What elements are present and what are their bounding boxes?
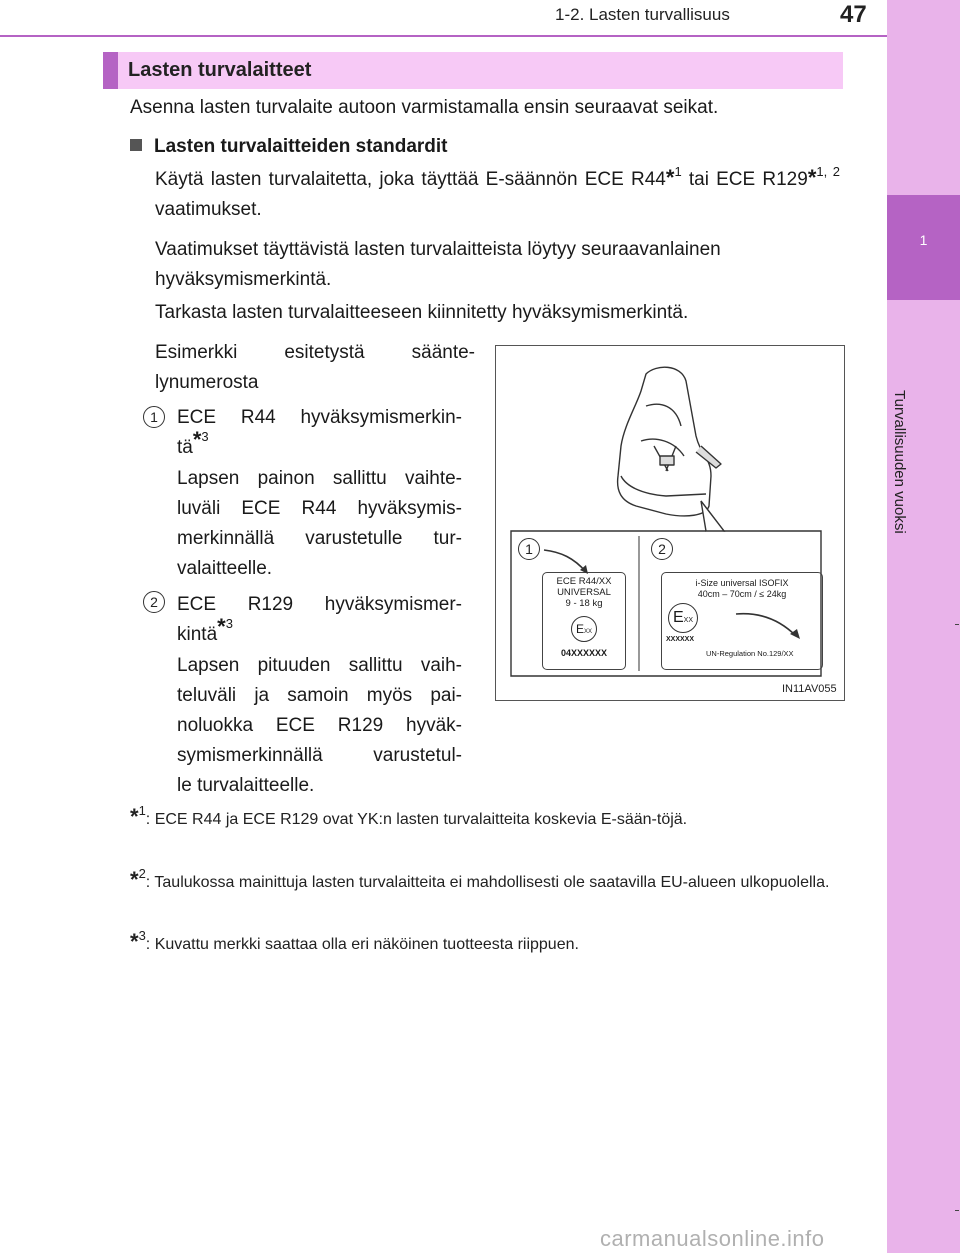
label2-line1: i-Size universal ISOFIX	[695, 578, 789, 588]
label1-number: 04XXXXXX	[560, 648, 608, 658]
item1-desc-line: valaitteelle.	[177, 558, 273, 579]
standards-paragraph	[155, 165, 840, 225]
footnote-text: : ECE R44 ja ECE R129 ovat YK:n lasten turvalaitteita koskevia E-sään-töjä.	[145, 811, 688, 828]
square-bullet-icon	[130, 139, 142, 151]
sidebar-tick	[955, 1210, 959, 1211]
figure-callout-1: 1	[518, 538, 540, 560]
item1-desc-line: Lapsen painon sallittu vaihte-	[177, 468, 462, 489]
footnote-ref: 3	[225, 616, 233, 631]
e-mark-letter: E	[672, 609, 684, 626]
text-run: tä	[177, 437, 193, 458]
item2-title-line	[177, 614, 462, 650]
example-line-1: Esimerkki esitetystä säänte-	[155, 342, 475, 363]
chapter-number: 1	[919, 232, 928, 248]
label2-regulation: UN-Regulation No.129/XX	[706, 649, 794, 658]
arrow-icon	[536, 546, 596, 576]
chapter-title: Turvallisuuden vuoksi	[891, 390, 908, 534]
footnote-number: 2	[138, 866, 146, 881]
running-header: 1-2. Lasten turvallisuus	[555, 5, 730, 24]
label2-line2: 40cm – 70cm / ≤ 24kg	[697, 589, 787, 599]
check-paragraph: Tarkasta lasten turvalaitteeseen kiinnitetty hyväksymismerkintä.	[155, 302, 689, 323]
ece-r129-label	[661, 572, 823, 670]
approval-paragraph: Vaatimukset täyttävistä lasten turvalaitteista löytyy seuraavanlainen hyväksymismerkintä.	[155, 239, 721, 290]
item2-desc-line: teluväli ja samoin myös pai-	[177, 685, 462, 706]
text-run: tai ECE R129	[681, 169, 808, 190]
footnote-number: 3	[138, 928, 146, 943]
label1-line3: 9 - 18 kg	[565, 598, 603, 609]
page-number: 47	[840, 1, 867, 28]
section-title: Lasten turvalaitteet	[128, 59, 312, 81]
asterisk: *	[130, 804, 139, 829]
item2-title-line: ECE R129 hyväksymismer-	[177, 594, 462, 615]
example-line-2: lynumerosta	[155, 372, 259, 393]
footnote-text: : Taulukossa mainittuja lasten turvalaitteita ei mahdollisesti ole saatavilla EU-alueen ulkopuolella.	[145, 874, 830, 891]
item2-desc-line: le turvalaitteelle.	[177, 775, 315, 796]
asterisk: *	[665, 165, 675, 190]
intro-paragraph: Asenna lasten turvalaite autoon varmistamalla ensin seuraavat seikat.	[130, 97, 719, 118]
footnote-3	[130, 928, 830, 957]
item-number-badge: 2	[143, 591, 165, 613]
header-rule	[0, 35, 887, 37]
text-run: vaatimukset.	[155, 199, 262, 220]
e-mark-letter: E	[575, 622, 584, 636]
asterisk: *	[130, 867, 139, 892]
approval-mark-figure	[495, 345, 845, 701]
figure-code: IN11AV055	[782, 683, 837, 695]
item1-desc-line: merkinnällä varustetulle tur-	[177, 528, 462, 549]
e-mark-country: XX	[683, 617, 693, 624]
item-number-badge: 1	[143, 406, 165, 428]
subheading-text: Lasten turvalaitteiden standardit	[154, 136, 448, 157]
e-mark-country: XX	[584, 629, 593, 635]
text-run: kintä	[177, 624, 218, 645]
e-mark-icon	[571, 616, 597, 642]
asterisk: *	[192, 427, 202, 452]
figure-callout-2: 2	[651, 538, 673, 560]
asterisk: *	[807, 165, 817, 190]
item1-desc-line: luväli ECE R44 hyväksymis-	[177, 498, 462, 519]
item1-title-line: ECE R44 hyväksymismerkin-	[177, 407, 462, 428]
footnote-ref: 1, 2	[816, 164, 840, 179]
asterisk: *	[217, 614, 226, 639]
footnote-ref: 3	[201, 429, 209, 444]
asterisk: *	[130, 929, 139, 954]
sidebar-tick	[955, 624, 959, 625]
item1-title-line	[177, 427, 462, 463]
footnote-text: : Kuvattu merkki saattaa olla eri näköinen tuotteesta riippuen.	[145, 936, 579, 953]
footnote-2	[130, 866, 830, 895]
label1-line2: UNIVERSAL	[557, 587, 611, 598]
label2-number: XXXXXX	[666, 636, 695, 643]
text-run: Käytä lasten turvalaitetta, joka täyttää E-säännön ECE R44	[155, 169, 666, 190]
ece-r44-label	[542, 572, 626, 670]
footnote-ref: 1	[674, 164, 682, 179]
item2-desc-line: symismerkinnällä varustetul-	[177, 745, 462, 766]
label1-line1: ECE R44/XX	[556, 576, 612, 587]
watermark: carmanualsonline.info	[600, 1226, 825, 1251]
footnote-1	[130, 803, 830, 832]
subheading	[130, 132, 448, 162]
item2-desc-line: noluokka ECE R129 hyväk-	[177, 715, 462, 736]
child-seat-icon	[618, 367, 721, 516]
item2-desc-line: Lapsen pituuden sallittu vaih-	[177, 655, 462, 676]
arrow-icon	[732, 608, 812, 643]
footnote-number: 1	[138, 803, 146, 818]
e-mark-icon	[668, 603, 698, 633]
